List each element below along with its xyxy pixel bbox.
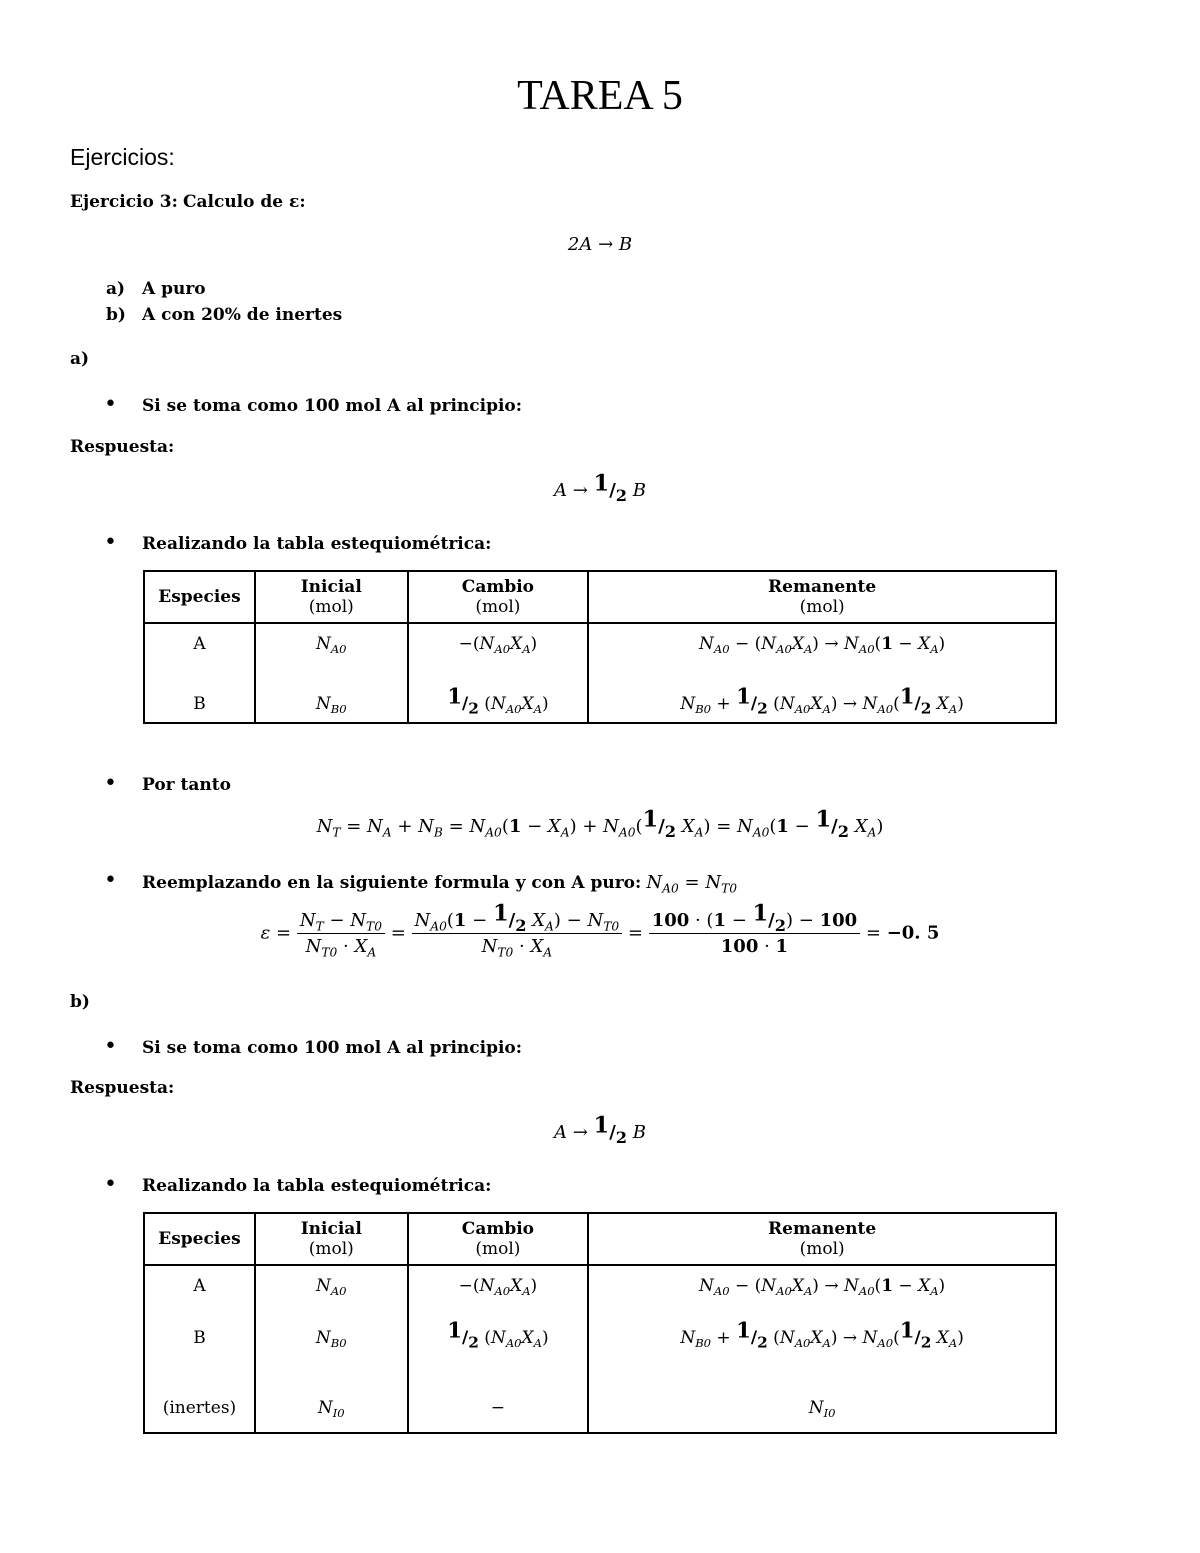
option-text: A puro bbox=[142, 279, 206, 299]
stoichiometric-table-a bbox=[143, 570, 1057, 724]
initial-cell: $N_{I0}$ bbox=[255, 1371, 408, 1433]
option-a bbox=[106, 279, 206, 299]
bullet-item bbox=[104, 392, 523, 417]
table-row bbox=[144, 663, 1056, 723]
remaining-cell: $N_{B0} + 1/2$ $(N_{A0}X_A) \to N_{A0}(1/2$ $X_A$) bbox=[588, 1305, 1056, 1371]
bullet-item bbox=[104, 771, 231, 796]
change-cell: 1/2 $(N_{A0}X_A)$ bbox=[408, 1305, 589, 1371]
header-species: Especies bbox=[144, 1213, 255, 1265]
answer-label: Respuesta: bbox=[70, 1078, 175, 1098]
bullet-item bbox=[104, 868, 738, 896]
table-row bbox=[144, 1305, 1056, 1371]
species-cell: A bbox=[144, 623, 255, 663]
table-row bbox=[144, 1265, 1056, 1305]
remaining-cell: $N_{A0} - (N_{A0}X_A) \to N_{A0}(1 - X_A)$ bbox=[588, 1265, 1056, 1305]
bullet-icon: • bbox=[104, 868, 117, 893]
exercise-heading bbox=[70, 192, 306, 212]
reaction-half: A → 1/2 B bbox=[554, 1112, 646, 1147]
section-heading: Ejercicios: bbox=[70, 144, 175, 170]
species-cell: B bbox=[144, 1305, 255, 1371]
species-cell: B bbox=[144, 663, 255, 723]
option-marker: a) bbox=[106, 279, 126, 299]
initial-cell: $N_{A0}$ bbox=[255, 623, 408, 663]
total-moles-equation: $N_T = N_A + N_B = N_{A0}(1 - X_A) + N_{A0}(1/2$ $X_A) = N_{A0}(1 - 1/2$ $X_A$) bbox=[316, 806, 884, 841]
exercise-topic: Calculo de ε: bbox=[182, 192, 306, 212]
initial-cell: $N_{A0}$ bbox=[255, 1265, 408, 1305]
reaction-equation: 2A → B bbox=[567, 234, 633, 255]
epsilon-result: −0. 5 bbox=[886, 922, 940, 944]
table-header-row bbox=[144, 571, 1056, 623]
header-initial: Inicial (mol) bbox=[255, 571, 408, 623]
bullet-text: Si se toma como 100 mol A al principio: bbox=[142, 1038, 523, 1058]
header-change: Cambio (mol) bbox=[408, 1213, 589, 1265]
bullet-icon: • bbox=[104, 1172, 117, 1197]
part-a-marker: a) bbox=[70, 349, 90, 369]
reaction-half: A → 1/2 B bbox=[554, 470, 646, 505]
bullet-text: Por tanto bbox=[142, 775, 231, 795]
change-cell: $-(N_{A0}X_A)$ bbox=[408, 1265, 589, 1305]
remaining-cell: $N_{B0} + 1/2$ $(N_{A0}X_A) \to N_{A0}(1/2$ $X_A$) bbox=[588, 663, 1056, 723]
bullet-item bbox=[104, 530, 492, 555]
option-marker: b) bbox=[106, 305, 126, 325]
epsilon-equation: ε = $\frac{N_T - N_{T0}}{N_{T0} \cdot X_A}$ = $\frac{N_{A0}(1 - 1/2 X_A) - N_{T0}}{N_{T0} \cdot X_A}$ = $\frac{100 \cdot (1 - 1/2) - 100}{100 \cdot 1}$ = −0. 5 bbox=[260, 900, 940, 960]
bullet-item bbox=[104, 1034, 523, 1059]
bullet-icon: • bbox=[104, 530, 117, 555]
table-row bbox=[144, 623, 1056, 663]
change-cell: − bbox=[408, 1371, 589, 1433]
header-initial: Inicial (mol) bbox=[255, 1213, 408, 1265]
table-header-row bbox=[144, 1213, 1056, 1265]
bullet-text: Reemplazando en la siguiente formula y con A puro: bbox=[142, 873, 642, 893]
species-cell: A bbox=[144, 1265, 255, 1305]
change-cell: $-(N_{A0}X_A)$ bbox=[408, 623, 589, 663]
bullet-text: Si se toma como 100 mol A al principio: bbox=[142, 396, 523, 416]
initial-cell: $N_{B0}$ bbox=[255, 1305, 408, 1371]
option-b bbox=[106, 305, 343, 325]
stoichiometric-table-b bbox=[143, 1212, 1057, 1434]
bullet-text: Realizando la tabla estequiométrica: bbox=[142, 1176, 492, 1196]
bullet-text: Realizando la tabla estequiométrica: bbox=[142, 534, 492, 554]
bullet-icon: • bbox=[104, 392, 117, 417]
remaining-cell: $N_{A0} - (N_{A0}X_A) \to N_{A0}(1 - X_A)$ bbox=[588, 623, 1056, 663]
initial-cell: $N_{B0}$ bbox=[255, 663, 408, 723]
header-change: Cambio (mol) bbox=[408, 571, 589, 623]
answer-label: Respuesta: bbox=[70, 437, 175, 457]
bullet-icon: • bbox=[104, 1034, 117, 1059]
condition-math: $N_{A0} = N_{T0}$ bbox=[646, 872, 738, 896]
page-title: TAREA 5 bbox=[517, 73, 683, 119]
header-remaining: Remanente (mol) bbox=[588, 1213, 1056, 1265]
exercise-label: Ejercicio 3: bbox=[70, 192, 178, 212]
option-text: A con 20% de inertes bbox=[142, 305, 343, 325]
header-species: Especies bbox=[144, 571, 255, 623]
change-cell: 1/2 $(N_{A0}X_A)$ bbox=[408, 663, 589, 723]
header-remaining: Remanente (mol) bbox=[588, 571, 1056, 623]
remaining-cell: $N_{I0}$ bbox=[588, 1371, 1056, 1433]
part-b-marker: b) bbox=[70, 992, 90, 1012]
bullet-icon: • bbox=[104, 771, 117, 796]
species-cell: (inertes) bbox=[144, 1371, 255, 1433]
bullet-item bbox=[104, 1172, 492, 1197]
table-row bbox=[144, 1371, 1056, 1433]
